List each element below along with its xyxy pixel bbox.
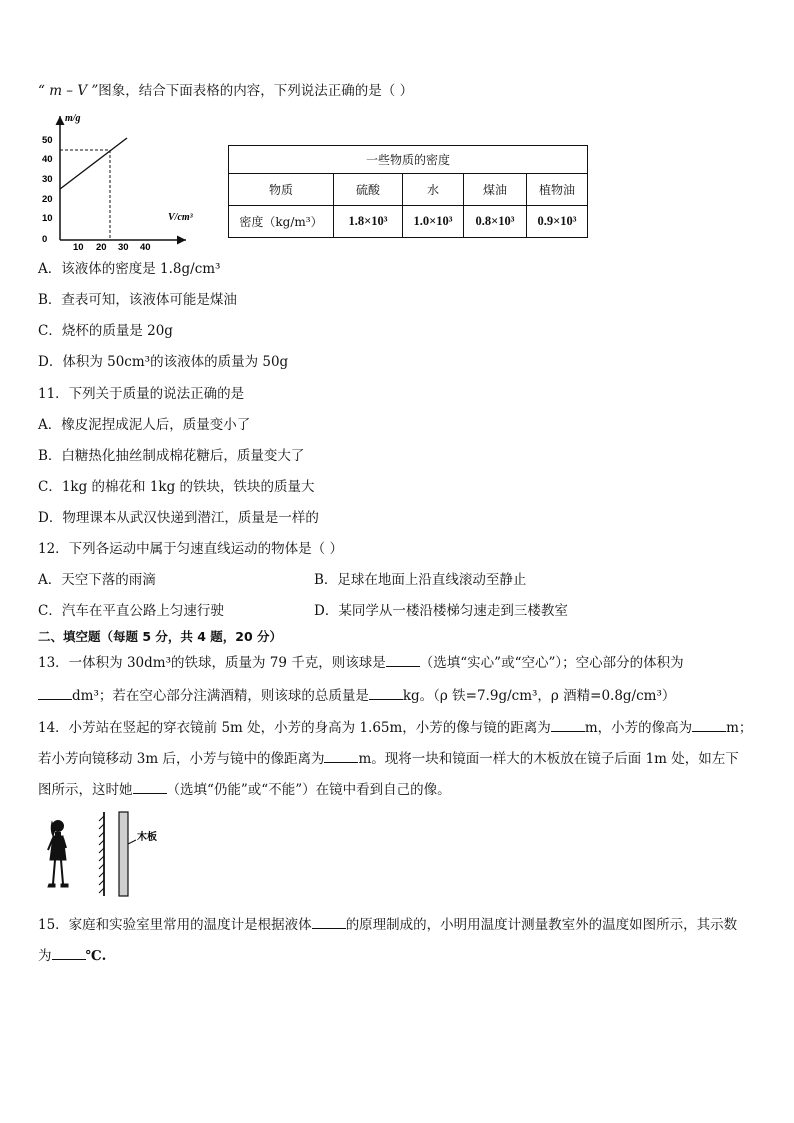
q13-part1: 13．一体积为 30dm³的铁球，质量为 79 千克，则该球是: [38, 655, 386, 671]
density-kerosene: 0.8×10³: [464, 206, 527, 238]
q14-part6: 图所示，这时她: [38, 782, 133, 798]
q15-blank1[interactable]: [312, 916, 346, 929]
density-vegetable-oil: 0.9×10³: [527, 206, 588, 238]
q10-option-b: B．查表可知，该液体可能是煤油: [38, 292, 237, 308]
q10-option-a: A．该液体的密度是 1.8g/cm³: [38, 261, 221, 277]
q14-part4: 若小芳向镜移动 3m 后，小芳与镜中的像距离为: [38, 751, 325, 767]
q13-blank1[interactable]: [386, 654, 420, 667]
q11-option-a: A．橡皮泥捏成泥人后，质量变小了: [38, 417, 251, 433]
q11-stem: 11．下列关于质量的说法正确的是: [38, 386, 245, 402]
table-header-substance: 物质: [229, 174, 334, 206]
ytick-30: 30: [42, 174, 53, 185]
q13-line2: [38, 687, 675, 705]
q15-line1: [38, 916, 737, 934]
graph-ylabel: m/g: [65, 113, 81, 124]
q14-line2: [38, 750, 739, 768]
q11-option-b: B．白糖热化抽丝制成棉花糖后，质量变大了: [38, 448, 305, 464]
xtick-10: 10: [73, 242, 84, 250]
q15-part1: 15．家庭和实验室里常用的温度计是根据液体: [38, 917, 312, 933]
data-line: [60, 138, 127, 189]
q15-line2: [38, 947, 106, 965]
q11-option-d: D．物理课本从武汉快递到潜江，质量是一样的: [38, 510, 319, 526]
xtick-20: 20: [96, 242, 107, 250]
table-header-water: 水: [403, 174, 464, 206]
table-row-label: 密度（kg/m³）: [229, 206, 334, 238]
q14-part2: m，小芳的像高为: [584, 720, 693, 736]
q15-blank2[interactable]: [52, 947, 86, 960]
ytick-50: 50: [42, 135, 53, 146]
q14-blank3[interactable]: [324, 750, 358, 763]
q14-part1: 14．小芳站在竖起的穿衣镜前 5m 处，小芳的身高为 1.65m，小芳的像与镜的距离为: [38, 720, 551, 736]
q12-option-b: B．足球在地面上沿直线滚动至静止: [314, 572, 527, 588]
section-title: 二、填空题（每题 5 分，共 4 题，20 分）: [38, 629, 283, 644]
q15-part2: 的原理制成的，小明用温度计测量教室外的温度如图所示，其示数: [345, 917, 738, 933]
table-header-vegetable-oil: 植物油: [527, 174, 588, 206]
q14-blank2[interactable]: [692, 719, 726, 732]
xtick-30: 30: [118, 242, 129, 250]
density-sulfuric-acid: 1.8×10³: [334, 206, 403, 238]
q14-part5: m。现将一块和镜面一样大的木板放在镜子后面 1m 处，如左下: [358, 751, 739, 767]
board-label: 木板: [137, 832, 157, 843]
q13-part3: dm³；若在空心部分注满酒精，则该球的总质量是: [72, 688, 369, 704]
q14-line1: [38, 719, 752, 737]
q14-blank4[interactable]: [133, 781, 167, 794]
q10-option-d: D．体积为 50cm³的该液体的质量为 50g: [38, 354, 289, 370]
table-header-kerosene: 煤油: [464, 174, 527, 206]
q14-blank1[interactable]: [551, 719, 585, 732]
wooden-board: [119, 812, 128, 896]
q10-stem-text: 图象，结合下面表格的内容，下列说法正确的是（ ）: [98, 83, 414, 99]
xtick-40: 40: [140, 242, 151, 250]
graph-xlabel: V/cm³: [168, 212, 193, 223]
q12-option-d: D．某同学从一楼沿楼梯匀速走到三楼教室: [314, 603, 568, 619]
mirror-board-figure: [42, 810, 182, 900]
q11-option-c: C．1kg 的棉花和 1kg 的铁块，铁块的质量大: [38, 479, 315, 495]
q10-stem-var: “ m – V ”: [38, 83, 99, 99]
girl-figure: [48, 821, 68, 888]
q13-blank3[interactable]: [369, 687, 403, 700]
table-header-sulfuric-acid: 硫酸: [334, 174, 403, 206]
q12-option-a: A．天空下落的雨滴: [38, 572, 156, 588]
q13-line1: [38, 654, 684, 672]
q10-stem: [38, 82, 413, 100]
ytick-20: 20: [42, 194, 53, 205]
table-title: 一些物质的密度: [229, 146, 588, 174]
q12-option-c: C．汽车在平直公路上匀速行驶: [38, 603, 224, 619]
q14-line3: [38, 781, 451, 799]
mv-graph: [38, 110, 208, 250]
ytick-10: 10: [42, 213, 53, 224]
ytick-0: 0: [42, 234, 48, 245]
q13-blank2[interactable]: [38, 687, 72, 700]
q14-part3: m；: [726, 720, 753, 736]
mirror: [99, 812, 104, 896]
q10-option-c: C．烧杯的质量是 20g: [38, 323, 173, 339]
q15-part4: ℃.: [85, 948, 107, 964]
q12-stem: 12．下列各运动中属于匀速直线运动的物体是（ ）: [38, 541, 343, 557]
ytick-40: 40: [42, 154, 53, 165]
q13-part4: kg。（ρ 铁=7.9g/cm³，ρ 酒精=0.8g/cm³）: [402, 688, 676, 704]
q14-part7: （选填“仍能”或“不能”）在镜中看到自己的像。: [166, 782, 451, 798]
density-water: 1.0×10³: [403, 206, 464, 238]
q15-part3: 为: [38, 948, 52, 964]
density-table: [228, 145, 588, 238]
q13-part2: （选填“实心”或“空心”）；空心部分的体积为: [419, 655, 684, 671]
